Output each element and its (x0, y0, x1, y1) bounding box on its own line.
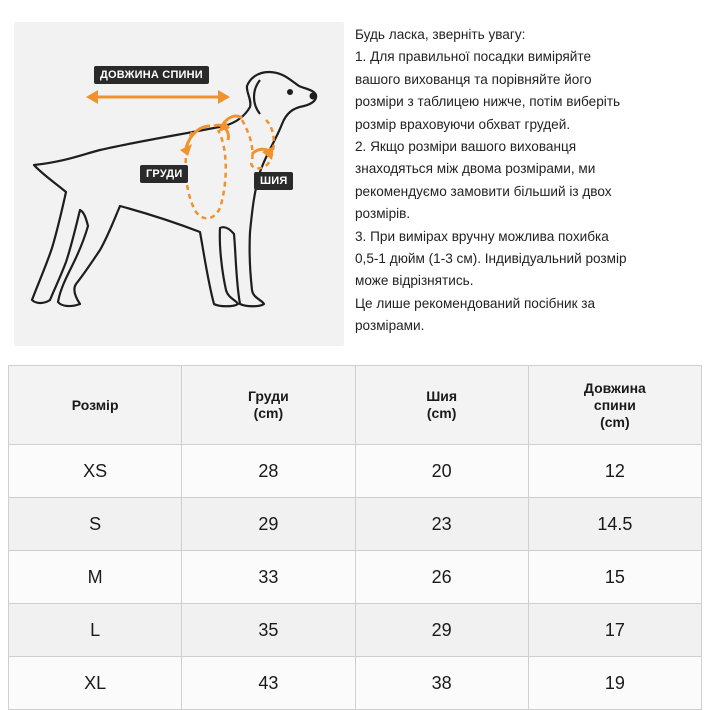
cell-size: XS (9, 445, 182, 498)
cell-neck: 20 (355, 445, 528, 498)
instructions-line: може відрізнятись. (355, 273, 474, 289)
instructions-line: знаходяться між двома розмірами, ми (355, 161, 596, 177)
cell-back-length: 14.5 (528, 498, 701, 551)
size-chart-table (8, 365, 702, 710)
cell-size: XL (9, 657, 182, 710)
instructions-line: 1. Для правильної посадки виміряйте (355, 49, 592, 65)
cell-neck: 38 (355, 657, 528, 710)
neck-label: ШИЯ (254, 172, 293, 190)
header-chest: Груди (cm) (182, 366, 355, 445)
header-size: Розмір (9, 366, 182, 445)
table-header-row (9, 366, 702, 445)
cell-chest: 33 (182, 551, 355, 604)
instructions-line: 3. При вимірах вручну можлива похибка (355, 228, 609, 244)
instructions-line: розмірами. (355, 318, 425, 334)
cell-chest: 29 (182, 498, 355, 551)
back-arrow-head-right (218, 90, 230, 104)
neck-loop (242, 120, 274, 168)
cell-size: L (9, 604, 182, 657)
cell-back-length: 17 (528, 604, 701, 657)
cell-neck: 29 (355, 604, 528, 657)
instructions-line: розмір враховуючи обхват грудей. (355, 116, 571, 132)
header-back-length: Довжина спини (cm) (528, 366, 701, 445)
table-row (9, 604, 702, 657)
instructions-line: 2. Якщо розміри вашого вихованця (355, 139, 577, 155)
cell-neck: 26 (355, 551, 528, 604)
instructions-line: 0,5-1 дюйм (1-3 см). Індивідуальний розмір (355, 251, 627, 267)
table-row (9, 551, 702, 604)
cell-chest: 35 (182, 604, 355, 657)
instructions-line: вашого вихованця та порівняйте його (355, 71, 592, 87)
table-row (9, 657, 702, 710)
dog-nose (310, 93, 317, 100)
header-neck: Шия (cm) (355, 366, 528, 445)
cell-size: S (9, 498, 182, 551)
dog-measurement-illustration (14, 22, 344, 346)
cell-back-length: 15 (528, 551, 701, 604)
chest-loop (186, 130, 226, 218)
instructions-line: Це лише рекомендований посібник за (355, 295, 596, 311)
dog-eye (287, 89, 293, 95)
chest-label: ГРУДИ (140, 165, 188, 183)
instructions-line: розмірів. (355, 206, 411, 222)
cell-back-length: 12 (528, 445, 701, 498)
instructions-line: розміри з таблицею нижче, потім виберіть (355, 94, 621, 110)
table-row (9, 498, 702, 551)
cell-chest: 28 (182, 445, 355, 498)
instructions-text (355, 24, 705, 338)
cell-chest: 43 (182, 657, 355, 710)
cell-neck: 23 (355, 498, 528, 551)
table-row (9, 445, 702, 498)
dog-ear (254, 80, 260, 114)
back-arrow-head-left (86, 90, 98, 104)
cell-back-length: 19 (528, 657, 701, 710)
back-length-label: ДОВЖИНА СПИНИ (94, 66, 209, 84)
instructions-line: Будь ласка, зверніть увагу: (355, 27, 526, 42)
instructions-line: рекомендуємо замовити більший із двох (355, 183, 612, 199)
cell-size: M (9, 551, 182, 604)
